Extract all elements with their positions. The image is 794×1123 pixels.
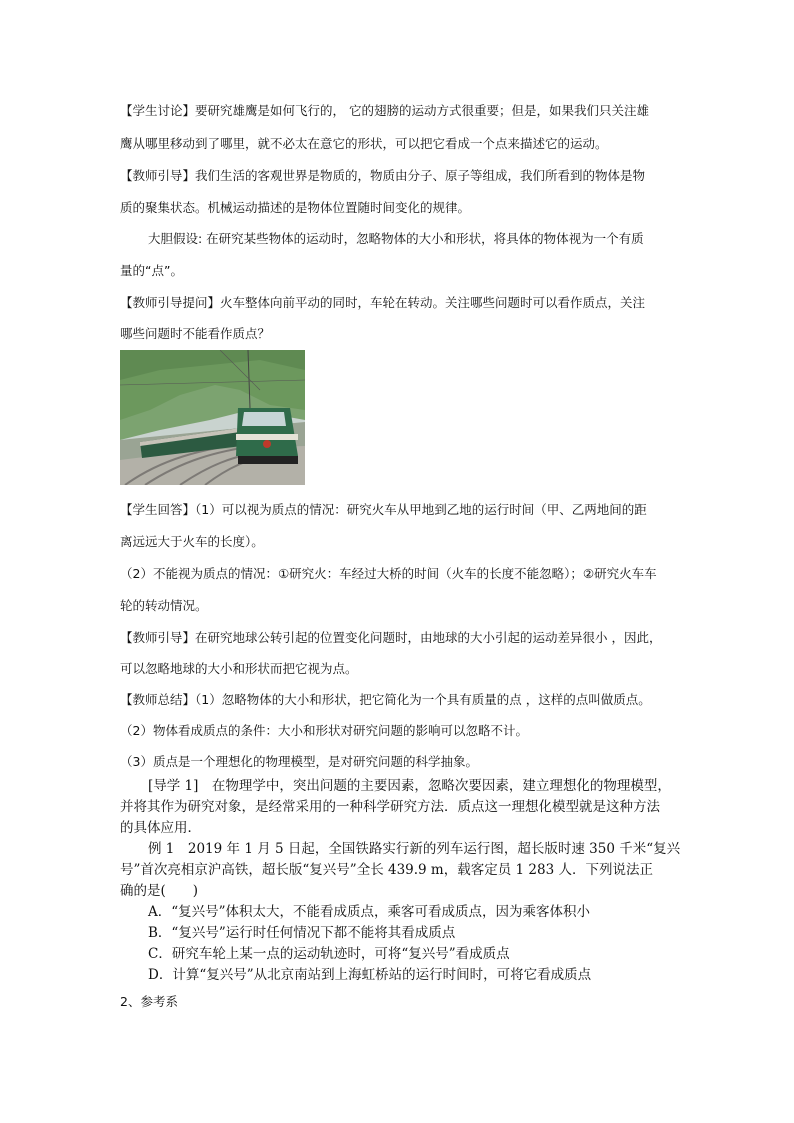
paragraph-line: 【教师总结】（1）忽略物体的大小和形状，把它简化为一个具有质量的点 ，这样的点叫做质点。 <box>120 692 651 707</box>
paragraph-line: 量的“点”。 <box>120 263 183 278</box>
guide-line: 并将其作为研究对象，是经常采用的一种科学研究方法．质点这一理想化模型就是这种方法 <box>120 799 660 815</box>
example-line: 确的是( ) <box>120 883 199 899</box>
paragraph-line: 大胆假设: 在研究某些物体的运动时，忽略物体的大小和形状，将具体的物体视为一个有质 <box>148 231 644 246</box>
paragraph-line: 可以忽略地球的大小和形状而把它视为点。 <box>120 661 358 676</box>
option-d: D．计算“复兴号”从北京南站到上海虹桥站的运行时间时，可将它看成质点 <box>148 967 592 983</box>
train-photo <box>120 350 305 485</box>
paragraph-line: （3）质点是一个理想化的物理模型，是对研究问题的科学抽象。 <box>120 754 478 769</box>
train-illustration <box>120 350 305 485</box>
paragraph-line: 【教师引导提问】火车整体向前平动的同时，车轮在转动。关注哪些问题时可以看作质点，关注 <box>120 295 646 310</box>
paragraph-line: 离远远大于火车的长度）。 <box>120 534 264 549</box>
paragraph-line: 鹰从哪里移动到了哪里，就不必太在意它的形状，可以把它看成一个点来描述它的运动。 <box>120 136 608 151</box>
paragraph-line: 质的聚集状态。机械运动描述的是物体位置随时间变化的规律。 <box>120 200 471 215</box>
paragraph-line: （2）物体看成质点的条件：大小和形状对研究问题的影响可以忽略不计。 <box>120 723 528 738</box>
paragraph-line: （2）不能视为质点的情况：①研究火：车经过大桥的时间（火车的长度不能忽略）；②研究火车车 <box>120 566 657 581</box>
option-a: A．“复兴号”体积太大，不能看成质点，乘客可看成质点，因为乘客体积小 <box>148 904 591 920</box>
guide-line: 的具体应用． <box>120 820 201 836</box>
example-line: 例 1 2019 年 1 月 5 日起，全国铁路实行新的列车运行图，超长版时速 350 千米“复兴 <box>148 841 681 857</box>
option-c: C．研究车轮上某一点的运动轨迹时，可将“复兴号”看成质点 <box>148 946 510 962</box>
guide-line: [导学 1] 在物理学中，突出问题的主要因素，忽略次要因素，建立理想化的物理模型， <box>148 778 671 794</box>
section-heading: 2、参考系 <box>120 994 178 1009</box>
paragraph-line: 哪些问题时不能看作质点？ <box>120 326 271 341</box>
paragraph-line: 轮的转动情况。 <box>120 598 208 613</box>
example-line: 号”首次亮相京沪高铁，超长版“复兴号”全长 439.9 m，载客定员 1 283 人．下列说法正 <box>120 862 653 878</box>
option-b: B．“复兴号”运行时任何情况下都不能将其看成质点 <box>148 925 456 941</box>
paragraph-line: 【学生回答】（1）可以视为质点的情况：研究火车从甲地到乙地的运行时间（甲、乙两地间的距 <box>120 502 647 517</box>
paragraph-line: 【学生讨论】要研究雄鹰是如何飞行的， 它的翅膀的运动方式很重要；但是，如果我们只关注雄 <box>120 103 649 118</box>
paragraph-line: 【教师引导】我们生活的客观世界是物质的，物质由分子、原子等组成，我们所看到的物体是物 <box>120 168 646 183</box>
paragraph-line: 【教师引导】在研究地球公转引起的位置变化问题时，由地球的大小引起的运动差异很小 ，因此， <box>120 630 662 645</box>
